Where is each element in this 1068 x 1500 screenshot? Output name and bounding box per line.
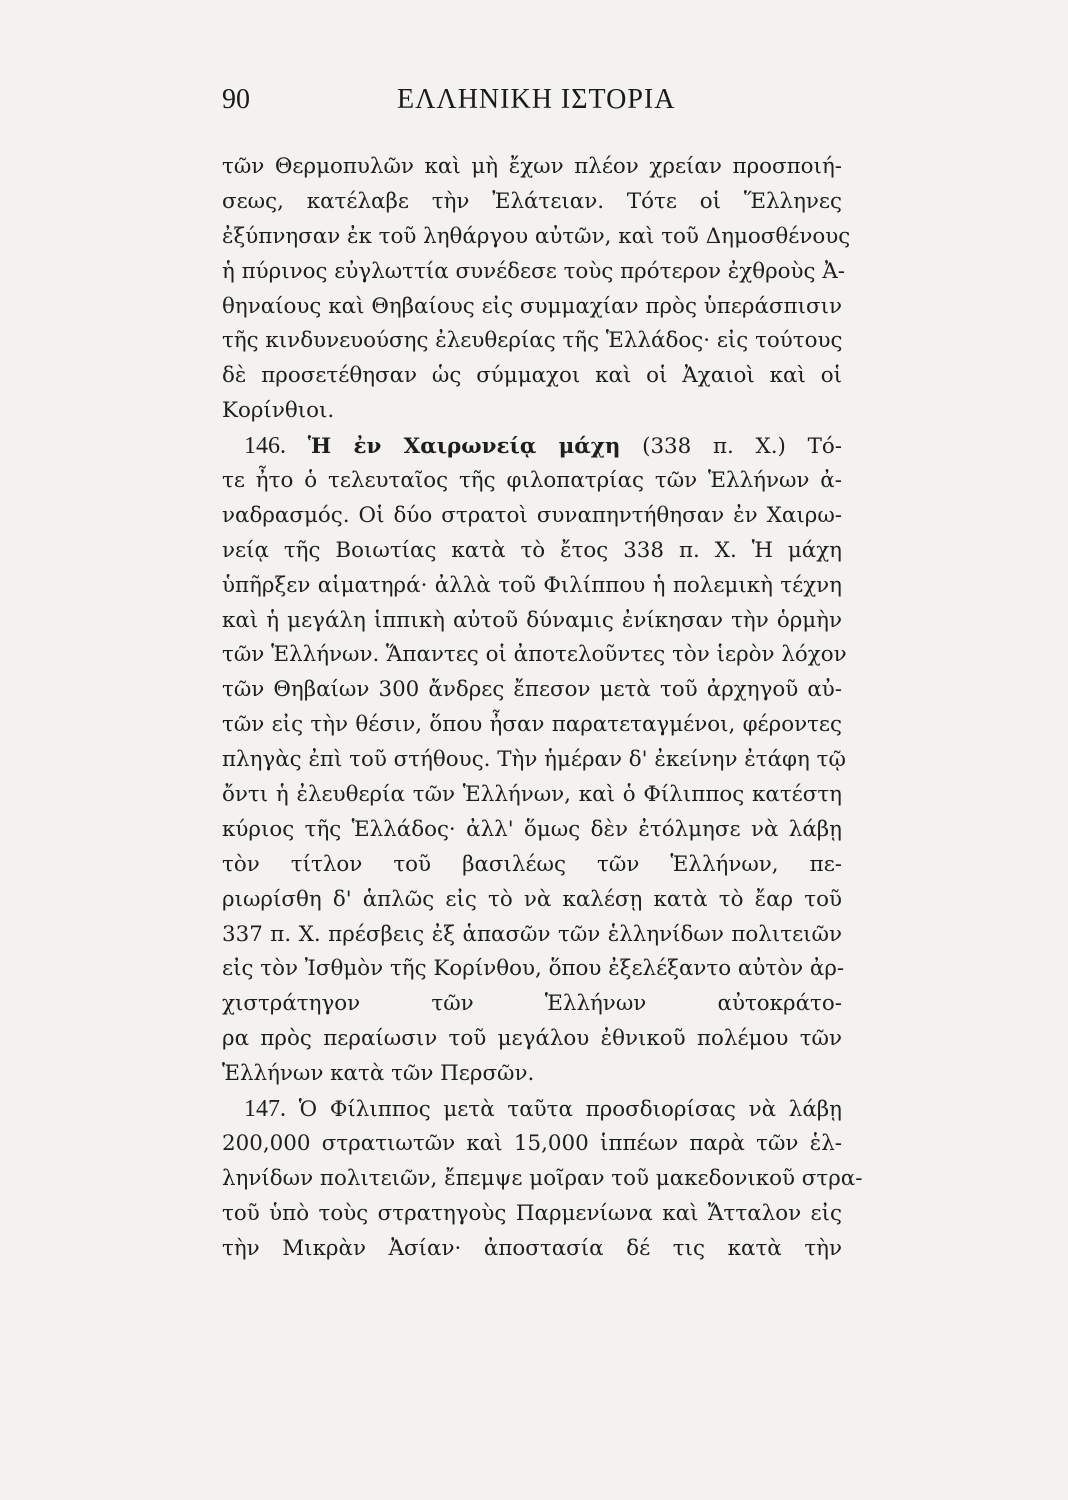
text-line: τὸν τίτλον τοῦ βασιλέως τῶν Ἑλλήνων, πε- (222, 851, 842, 877)
text-line: τῆς κινδυνευούσης ἐλευθερίας τῆς Ἑλλάδος· εἰς τούτους (222, 328, 843, 354)
text-line: ληνίδων πολιτειῶν, ἔπεμψε μοῖραν τοῦ μακεδονικοῦ στρα- (222, 1165, 863, 1191)
text-line: θηναίους καὶ Θηβαίους εἰς συμμαχίαν πρὸς ὑπεράσπισιν (222, 293, 842, 319)
text-line: Ἑλλήνων κατὰ τῶν Περσῶν. (222, 1061, 535, 1087)
text-line: χιστράτηγον τῶν Ἑλλήνων αὐτοκράτο- (222, 991, 842, 1017)
section-146-heading-line (222, 429, 842, 464)
text-line: τῶν Θερμοπυλῶν καὶ μὴ ἔχων πλέον χρείαν προσποιή- (222, 154, 842, 179)
text-line: τῶν εἰς τὴν θέσιν, ὅπου ἦσαν παρατεταγμένοι, φέροντες (222, 712, 842, 738)
text-line: καὶ ἡ μεγάλη ἱππικὴ αὐτοῦ δύναμις ἐνίκησαν τὴν ὁρμὴν (222, 607, 842, 633)
text-line: Κορίνθιοι. (222, 398, 335, 424)
text-line: 337 π. Χ. πρέσβεις ἐξ ἁπασῶν τῶν ἑλληνίδων πολιτειῶν (222, 921, 842, 947)
text-line: εἰς τὸν Ἰσθμὸν τῆς Κορίνθου, ὅπου ἐξελέξαντο αὐτὸν ἀρ- (222, 956, 845, 982)
text-line: τὴν Μικρὰν Ἀσίαν· ἀποστασία δέ τις κατὰ τὴν (222, 1235, 842, 1261)
text-line: τῶν Θηβαίων 300 ἄνδρες ἔπεσον μετὰ τοῦ ἀρχηγοῦ αὐ- (222, 677, 842, 703)
text-line: ἡ πύρινος εὐγλωττία συνέδεσε τοὺς πρότερον ἐχθροὺς Ἀ- (222, 258, 846, 284)
text-line: ὄντι ἡ ἐλευθερία τῶν Ἑλλήνων, καὶ ὁ Φίλιππος κατέστη (222, 782, 842, 808)
text-line: 200,000 στρατιωτῶν καὶ 15,000 ἱππέων παρὰ τῶν ἑλ- (222, 1130, 842, 1156)
page-header (222, 84, 842, 124)
text-line: δὲ προσετέθησαν ὡς σύμμαχοι καὶ οἱ Ἀχαιοὶ καὶ οἱ (222, 363, 842, 389)
section-147-first-line: Ὁ Φίλιππος μετὰ ταῦτα προσδιορίσας νὰ λάβῃ (298, 1097, 842, 1123)
text-line: τῶν Ἑλλήνων. Ἅπαντες οἱ ἀποτελοῦντες τὸν ἱερὸν λόχον (222, 642, 847, 668)
text-line: τοῦ ὑπὸ τοὺς στρατηγοὺς Παρμενίωνα καὶ Ἄτταλον εἰς (222, 1200, 842, 1226)
text-line: νείᾳ τῆς Βοιωτίας κατὰ τὸ ἔτος 338 π. Χ. Ἡ μάχη (222, 537, 842, 563)
section-date: (338 π. Χ.) Τό- (642, 434, 842, 460)
page-number: 90 (222, 84, 250, 115)
section-147-heading-line (222, 1092, 842, 1127)
section-number: 147. (244, 1096, 286, 1123)
section-number: 146. (244, 433, 286, 460)
text-line: ριωρίσθη δ' ἁπλῶς εἰς τὸ νὰ καλέσῃ κατὰ τὸ ἔαρ τοῦ (222, 886, 842, 912)
text-line: κύριος τῆς Ἑλλάδος· ἀλλ' ὅμως δὲν ἐτόλμησε νὰ λάβῃ (222, 816, 842, 842)
text-line: ναδρασμός. Οἱ δύο στρατοὶ συναπηντήθησαν ἐν Χαιρω- (222, 502, 842, 528)
body-text (222, 150, 863, 1267)
text-line: ὑπῆρξεν αἱματηρά· ἀλλὰ τοῦ Φιλίππου ἡ πολεμικὴ τέχνη (222, 572, 842, 598)
running-title: ΕΛΛΗΝΙΚΗ ΙΣΤΟΡΙΑ (397, 84, 676, 115)
section-title: Ἡ ἐν Χαιρωνείᾳ μάχη (307, 434, 621, 460)
text-line: πληγὰς ἐπὶ τοῦ στήθους. Τὴν ἡμέραν δ' ἐκείνην ἐτάφη τῷ (222, 747, 846, 773)
text-line: σεως, κατέλαβε τὴν Ἐλάτειαν. Τότε οἱ Ἕλληνες (222, 188, 842, 214)
text-line: ρα πρὸς περαίωσιν τοῦ μεγάλου ἐθνικοῦ πολέμου τῶν (222, 1026, 842, 1052)
text-line: ἐξύπνησαν ἐκ τοῦ ληθάργου αὐτῶν, καὶ τοῦ Δημοσθένους (222, 223, 851, 249)
text-line: τε ἦτο ὁ τελευταῖος τῆς φιλοπατρίας τῶν Ἑλλήνων ἀ- (222, 468, 842, 494)
